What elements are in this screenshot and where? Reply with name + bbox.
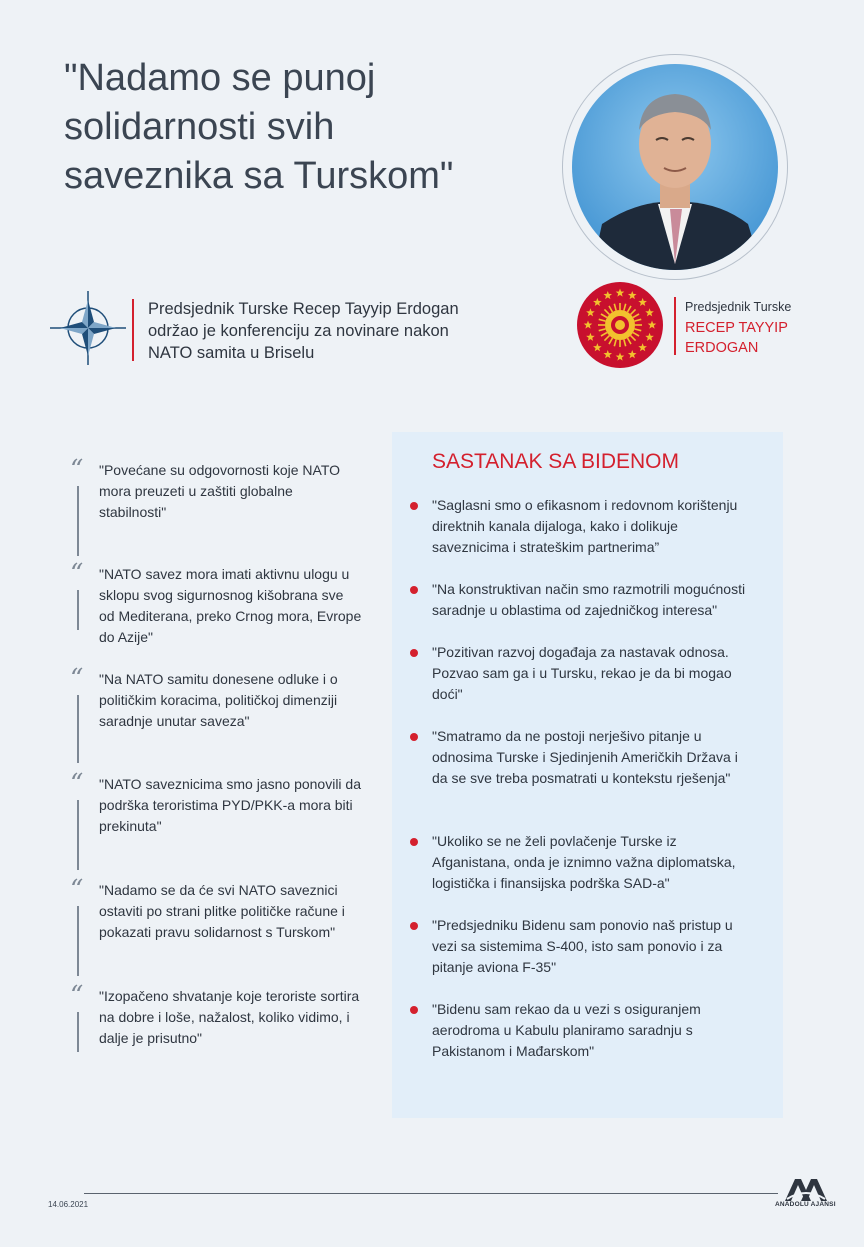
footer-divider [84,1193,778,1194]
bullet-icon [410,649,418,657]
portrait-photo [572,64,778,270]
quote-item: “ "Nadamo se da će svi NATO saveznici ostaviti po strani plitke političke račune i pokazati pravu solidarnost s Turskom" [70,880,370,970]
title-line: solidarnosti svih [64,106,335,148]
bullet-icon [410,733,418,741]
title-line: "Nadamo se punoj [64,57,376,99]
quote-line [77,695,79,763]
quote-item: “ "Izopačeno shvatanje koje teroriste sortira na dobre i loše, nažalost, koliko vidimo, i dalje je prisutno" [70,986,370,1076]
nato-compass-star-icon [48,290,128,366]
presidential-seal-icon [576,281,664,369]
quote-line [77,590,79,630]
quote-item: “ "NATO savez mora imati aktivnu ulogu u sklopu svog sigurnosnog kišobrana sve od Mediterana, preko Crnog mora, Evrope do Azije" [70,559,362,645]
quote-line [77,906,79,976]
publish-date: 14.06.2021 [48,1200,89,1209]
agency-name: ANADOLU AJANSI [775,1201,836,1208]
quote-icon: “ [70,981,84,1011]
quote-line [77,1012,79,1052]
quote-item: “ "NATO saveznicima smo jasno ponovili da podrška teroristima PYD/PKK-a mora biti prekinuta" [70,774,370,864]
president-role: Predsjednik Turske [685,300,792,314]
bullet-icon [410,502,418,510]
quote-icon: “ [70,455,84,485]
president-portrait [562,54,788,280]
quote-icon: “ [70,875,84,905]
quote-icon: “ [70,559,84,589]
bullet-icon [410,1006,418,1014]
quote-icon: “ [70,769,84,799]
bullet-icon [410,922,418,930]
quote-line [77,800,79,870]
divider [674,297,676,355]
divider [132,299,134,361]
president-name: RECEP TAYYIP ERDOGAN [685,320,788,356]
panel-title: SASTANAK SA BIDENOM [432,450,680,473]
page-title [64,54,534,201]
bullet-icon [410,838,418,846]
quote-line [77,486,79,556]
title-line: saveznika sa Turskom" [64,155,454,197]
intro-text: Predsjednik Turske Recep Tayyip Erdogan održao je konferenciju za novinare nakon NATO samita u Briselu [148,300,459,362]
quote-icon: “ [70,664,84,694]
bullet-icon [410,586,418,594]
quote-item: “ "Na NATO samitu donesene odluke i o političkim koracima, političkoj dimenziji saradnje unutar saveza" [70,669,370,759]
quote-item: “ "Povećane su odgovornosti koje NATO mora preuzeti u zaštiti globalne stabilnosti" [70,460,370,560]
